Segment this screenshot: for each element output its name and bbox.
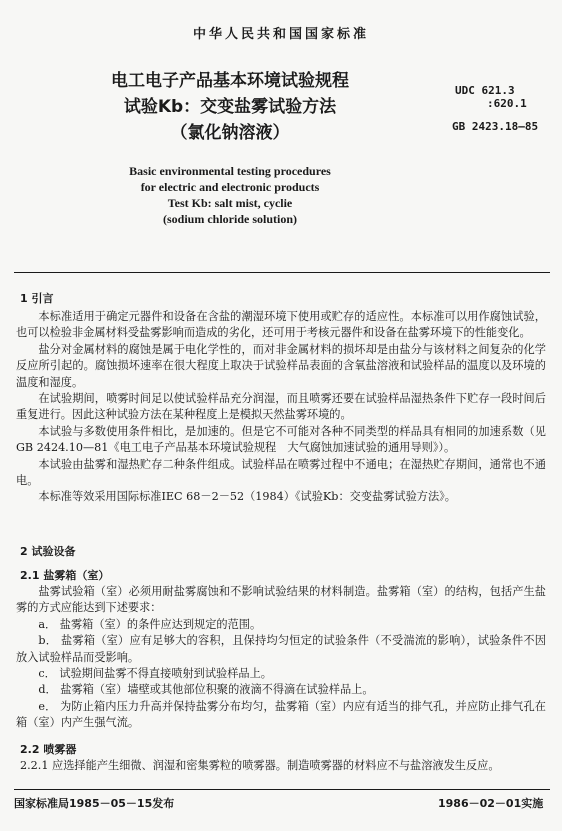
gb-number: GB 2423.18—85 [452, 120, 539, 133]
section-2-1-body [16, 584, 546, 732]
paragraph: 盐分对金属材料的腐蚀是属于电化学性的，而对非金属材料的损坏却是由盐分与该材料之间复杂的化学反应所引起的。腐蚀损坏速率在很大程度上取决于试验样品表面的含氧盐溶液和试验样品的温度以及环境的温度和湿度。 [16, 342, 546, 389]
english-title-line-3: Test Kb: salt mist, cyclie [167, 196, 293, 210]
paragraph: 本试验由盐雾和湿热贮存二种条件组成。试验样品在喷雾过程中不通电；在湿热贮存期间，通常也不通电。 [16, 457, 546, 488]
list-item: d． 盐雾箱（室）墙壁或其他部位积聚的液滴不得滴在试验样品上。 [38, 683, 374, 697]
udc-line-1: UDC 621.3 [455, 84, 515, 97]
list-item: c． 试验期间盐雾不得直接喷射到试验样品上。 [38, 667, 272, 681]
udc-line-2: :620.1 [487, 97, 527, 110]
title-line-1: 电工电子产品基本环境试验规程 [111, 71, 349, 91]
list-item: a． 盐雾箱（室）的条件应达到规定的范围。 [38, 617, 262, 631]
title-line-3: （氯化钠溶液） [170, 123, 290, 143]
header-divider [14, 272, 550, 273]
issuing-organization: 中华人民共和国国家标准 [192, 27, 369, 42]
paragraph: 本标准适用于确定元器件和设备在含盐的潮湿环境下使用或贮存的适应性。本标准可以用作腐蚀试验，也可以检验非金属材料受盐雾影响而造成的劣化，还可用于考核元器件和设备在盐雾环境下的性能变化。 [16, 310, 546, 340]
list-item: b． 盐雾箱（室）应有足够大的容积，且保持均匀恒定的试验条件（不受湍流的影响），试验条件不因放入试验样品而受影响。 [16, 634, 546, 664]
udc-classification [455, 84, 527, 110]
paragraph: 盐雾试验箱（室）必须用耐盐雾腐蚀和不影响试验结果的材料制造。盐雾箱（室）的结构，包括产生盐雾的方式应能达到下述要求： [16, 585, 546, 615]
paragraph: 本标准等效采用国际标准IEC 68－2－52（1984）《试验Kb：交变盐雾试验方法》。 [38, 490, 456, 504]
section-2-2-heading: 2.2 喷雾器 [20, 743, 77, 756]
english-title-line-2: for electric and electronic products [140, 180, 320, 194]
paragraph: 本试验与多数使用条件相比，是加速的。但是它不可能对各种不同类型的样品具有相同的加速系数（见GB 2424.10—81《电工电子产品基本环境试验规程 大气腐蚀加速试验的通用导则》）。 [16, 424, 546, 455]
list-item: e． 为防止箱内压力升高并保持盐雾分布均匀，盐雾箱（室）内应有适当的排气孔，并应防止排气孔在箱（室）内产生强气流。 [16, 699, 546, 730]
paragraph: 在试验期间，喷雾时间足以使试验样品充分润湿，而且喷雾还要在试验样品湿热条件下贮存一段时间后重复进行。因此这种试验方法在某种程度上是模拟天然盐雾环境的。 [16, 392, 546, 422]
issue-date: 国家标准局1985－05－15发布 [14, 797, 175, 810]
effective-date: 1986－02－01实施 [438, 797, 544, 810]
english-title-line-4: (sodium chloride solution) [162, 212, 297, 226]
section-1-body [16, 309, 546, 506]
english-title-line-1: Basic environmental testing procedures [129, 164, 331, 178]
english-title [60, 163, 400, 227]
footer-divider [14, 789, 550, 790]
clause-2-2-1: 2.2.1 应选择能产生细微、润湿和密集雾粒的喷雾器。制造喷雾器的材料应不与盐溶液发生反应。 [20, 759, 500, 772]
title-line-2: 试验Kb：交变盐雾试验方法 [123, 97, 337, 117]
section-2-heading: 2 试验设备 [20, 545, 76, 558]
section-1-heading: 1 引言 [20, 292, 54, 305]
section-2-2-1-text [20, 758, 546, 774]
section-2-1-heading: 2.1 盐雾箱（室） [20, 569, 110, 582]
